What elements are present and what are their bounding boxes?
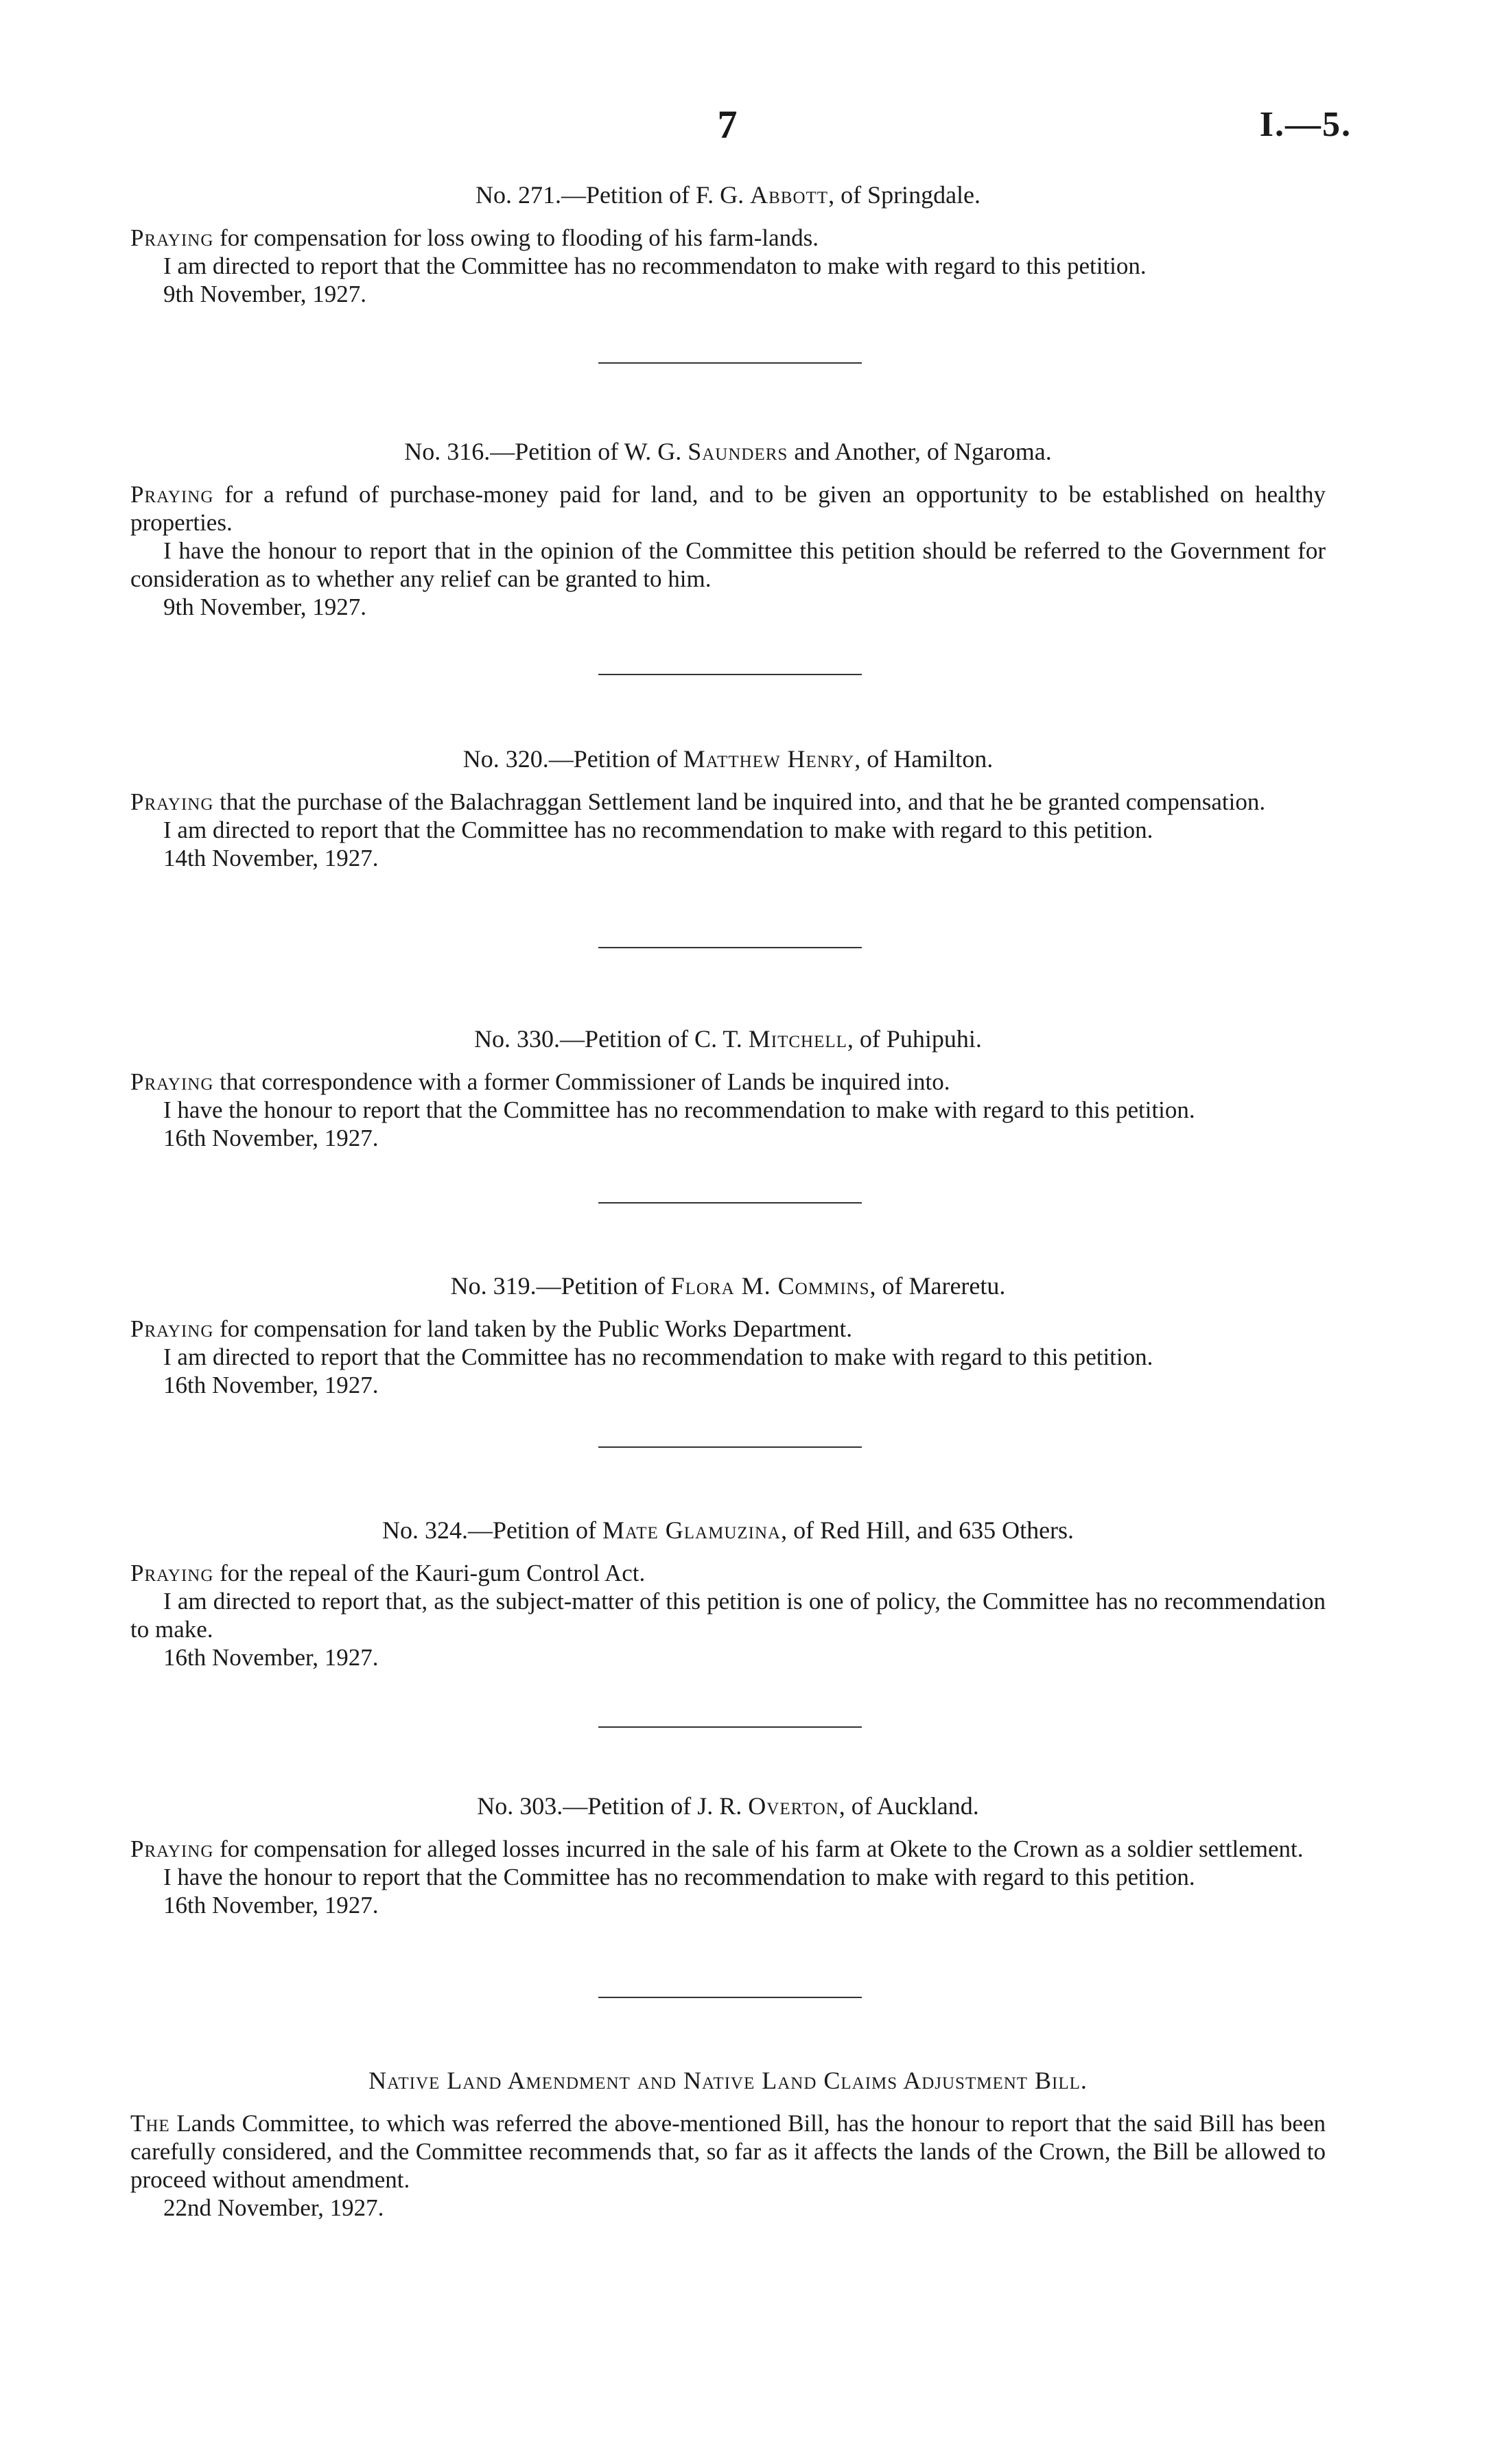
section-divider <box>598 1997 862 1998</box>
section-divider <box>598 1446 862 1448</box>
petitioner-name: Abbott <box>750 181 829 209</box>
petitioner-name: Mitchell <box>748 1025 847 1053</box>
petition-271 <box>130 180 1326 308</box>
document-code: I.—5. <box>1259 105 1352 144</box>
bill-date: 22nd November, 1927. <box>163 2194 384 2221</box>
petitioner-name: Flora M. Commins <box>670 1272 870 1300</box>
report-date: 16th November, 1927. <box>163 1892 379 1919</box>
section-divider <box>598 362 862 364</box>
petition-heading: No. 316.—Petition of W. G. Saunders and Another, of Ngaroma. <box>404 438 1052 465</box>
petition-320 <box>130 744 1326 872</box>
report-date: 9th November, 1927. <box>163 594 367 620</box>
petition-324 <box>130 1515 1326 1671</box>
report-date: 16th November, 1927. <box>163 1125 379 1151</box>
petition-heading: No. 303.—Petition of J. R. Overton, of Auckland. <box>477 1792 979 1820</box>
section-divider <box>598 947 862 948</box>
praying-paragraph: Praying that correspondence with a former Commissioner of Lands be inquired into. <box>130 1068 950 1095</box>
bill-section <box>130 2065 1326 2222</box>
section-divider <box>598 674 862 675</box>
report-paragraph: I have the honour to report that the Committee has no recommendation to make with regard to this petition. <box>163 1096 1195 1123</box>
petition-319 <box>130 1271 1326 1399</box>
report-date: 16th November, 1927. <box>163 1644 379 1671</box>
report-date: 14th November, 1927. <box>163 845 379 871</box>
report-date: 9th November, 1927. <box>163 281 367 307</box>
page-number: 7 <box>717 102 738 147</box>
report-paragraph: I am directed to report that the Committee has no recommendation to make with regard to this petition. <box>163 817 1153 843</box>
praying-paragraph: Praying for compensation for loss owing to flooding of his farm-lands. <box>130 224 819 251</box>
bill-heading: Native Land Amendment and Native Land Claims Adjustment Bill. <box>368 2067 1088 2094</box>
petition-heading: No. 324.—Petition of Mate Glamuzina, of Red Hill, and 635 Others. <box>381 1516 1075 1544</box>
bill-paragraph: The Lands Committee, to which was referred the above-mentioned Bill, has the honour to report that the said Bill has been carefully considered, and the Committee recommends that, so far as it affects the lands of the Crown, the Bill be allowed to proceed without amendment. <box>130 2110 1326 2193</box>
praying-paragraph: Praying for compensation for alleged losses incurred in the sale of his farm at Okete to the Crown as a soldier settlement. <box>130 1835 1304 1862</box>
report-paragraph: I have the honour to report that in the opinion of the Committee this petition should be referred to the Government for consideration as to whether any relief can be granted to him. <box>130 537 1326 592</box>
petitioner-name: Overton <box>748 1792 839 1820</box>
petitioner-name: Saunders <box>688 438 788 465</box>
petition-316 <box>130 436 1326 621</box>
praying-paragraph: Praying for a refund of purchase-money paid for land, and to be given an opportunity to be established on healthy properties. <box>130 481 1326 536</box>
report-paragraph: I have the honour to report that the Committee has no recommendation to make with regard to this petition. <box>163 1864 1195 1890</box>
petition-heading: No. 319.—Petition of Flora M. Commins, of Mareretu. <box>450 1272 1006 1300</box>
petitioner-name: Matthew Henry <box>683 745 855 773</box>
praying-paragraph: Praying that the purchase of the Balachraggan Settlement land be inquired into, and that he be granted compensation. <box>130 788 1266 815</box>
petitioner-name: Mate Glamuzina <box>602 1516 782 1544</box>
petition-330 <box>130 1024 1326 1152</box>
report-date: 16th November, 1927. <box>163 1372 379 1398</box>
report-paragraph: I am directed to report that, as the subject-matter of this petition is one of policy, the Committee has no recommendation to make. <box>130 1588 1326 1643</box>
petition-heading: No. 330.—Petition of C. T. Mitchell, of Puhipuhi. <box>474 1025 982 1053</box>
petition-heading: No. 320.—Petition of Matthew Henry, of Hamilton. <box>462 745 994 773</box>
petition-303 <box>130 1791 1326 1919</box>
report-paragraph: I am directed to report that the Committee has no recommendaton to make with regard to this petition. <box>163 253 1147 279</box>
petition-heading: No. 271.—Petition of F. G. Abbott, of Springdale. <box>475 181 981 209</box>
section-divider <box>598 1726 862 1728</box>
report-paragraph: I am directed to report that the Committee has no recommendation to make with regard to this petition. <box>163 1344 1153 1370</box>
section-divider <box>598 1202 862 1204</box>
praying-paragraph: Praying for the repeal of the Kauri-gum Control Act. <box>130 1560 646 1586</box>
praying-paragraph: Praying for compensation for land taken by the Public Works Department. <box>130 1315 853 1342</box>
